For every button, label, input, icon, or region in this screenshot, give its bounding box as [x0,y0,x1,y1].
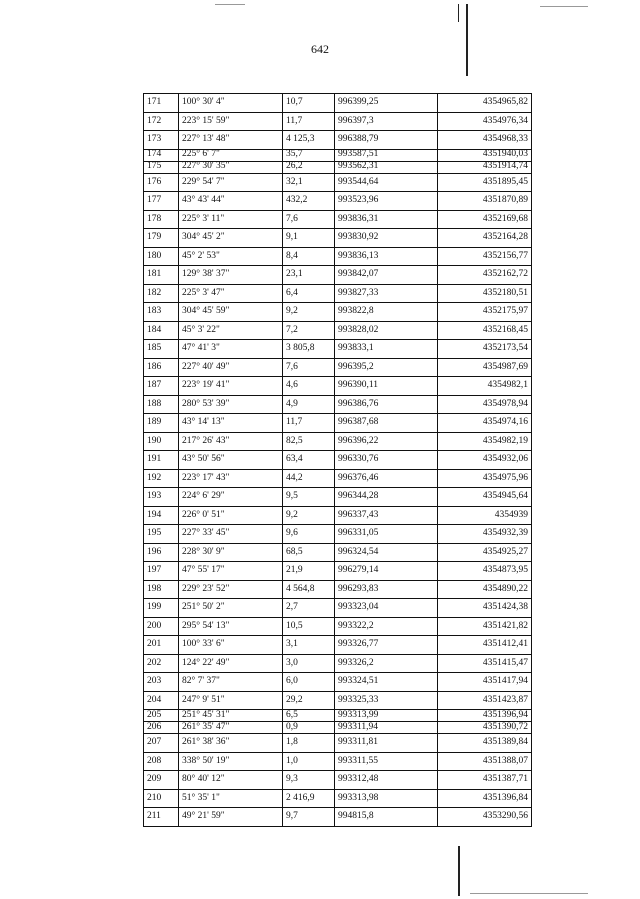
table-row [144,321,532,340]
distance-cell: 10,5 [283,617,335,636]
bearing-angle-cell: 82° 7' 37" [179,673,283,692]
bearing-angle-cell: 80° 40' 12" [179,771,283,790]
coordinate-x-cell: 996396,22 [335,432,438,451]
point-number-cell: 179 [144,229,179,248]
coordinate-x-cell: 993827,33 [335,284,438,303]
point-number-cell: 196 [144,543,179,562]
bearing-angle-cell: 229° 23' 52" [179,580,283,599]
distance-cell: 63,4 [283,451,335,470]
coordinate-y-cell: 4351396,94 [438,710,532,722]
coordinate-y-cell: 4354965,82 [438,94,532,113]
coordinate-x-cell: 996395,2 [335,358,438,377]
coordinate-x-cell: 993326,77 [335,636,438,655]
bearing-angle-cell: 261° 38' 36" [179,734,283,753]
coordinate-x-cell: 993562,31 [335,161,438,173]
table-row [144,192,532,211]
point-number-cell: 194 [144,506,179,525]
distance-cell: 9,5 [283,488,335,507]
point-number-cell: 173 [144,131,179,150]
point-number-cell: 204 [144,691,179,710]
bearing-angle-cell: 217° 26' 43" [179,432,283,451]
point-number-cell: 189 [144,414,179,433]
coordinate-y-cell: 4353290,56 [438,808,532,827]
point-number-cell: 182 [144,284,179,303]
table-row [144,488,532,507]
coordinate-x-cell: 993830,92 [335,229,438,248]
distance-cell: 432,2 [283,192,335,211]
distance-cell: 9,7 [283,808,335,827]
coordinate-y-cell: 4352156,77 [438,247,532,266]
point-number-cell: 174 [144,149,179,161]
point-number-cell: 206 [144,722,179,734]
bearing-angle-cell: 225° 3' 47" [179,284,283,303]
coordinate-y-cell: 4354939 [438,506,532,525]
coordinate-x-cell: 996324,54 [335,543,438,562]
distance-cell: 8,4 [283,247,335,266]
coordinate-y-cell: 4351417,94 [438,673,532,692]
distance-cell: 2 416,9 [283,789,335,808]
table-row [144,599,532,618]
distance-cell: 6,5 [283,710,335,722]
bearing-angle-cell: 223° 17' 43" [179,469,283,488]
bearing-angle-cell: 338° 50' 19" [179,752,283,771]
point-number-cell: 203 [144,673,179,692]
bearing-angle-cell: 227° 30' 35" [179,161,283,173]
point-number-cell: 185 [144,340,179,359]
coordinate-x-cell: 994815,8 [335,808,438,827]
scan-margin-line-bottom [458,846,460,896]
coordinate-y-cell: 4354987,69 [438,358,532,377]
scan-margin-line-top [466,4,468,76]
distance-cell: 32,1 [283,173,335,192]
table-row [144,131,532,150]
table-row [144,229,532,248]
table-row [144,358,532,377]
bearing-angle-cell: 43° 14' 13" [179,414,283,433]
distance-cell: 11,7 [283,112,335,131]
coordinate-y-cell: 4351914,74 [438,161,532,173]
bearing-angle-cell: 43° 43' 44" [179,192,283,211]
coordinate-x-cell: 996397,3 [335,112,438,131]
bearing-angle-cell: 226° 0' 51" [179,506,283,525]
distance-cell: 82,5 [283,432,335,451]
distance-cell: 3,0 [283,654,335,673]
coordinate-x-cell: 996376,46 [335,469,438,488]
coordinate-y-cell: 4354932,06 [438,451,532,470]
coordinate-y-cell: 4352168,45 [438,321,532,340]
coordinate-y-cell: 4351421,82 [438,617,532,636]
coordinate-x-cell: 993833,1 [335,340,438,359]
distance-cell: 7,6 [283,210,335,229]
table-row [144,789,532,808]
scan-margin-line-top-short [458,4,459,22]
coordinate-y-cell: 4354978,94 [438,395,532,414]
coordinate-y-cell: 4351396,84 [438,789,532,808]
distance-cell: 7,6 [283,358,335,377]
coordinate-x-cell: 996337,43 [335,506,438,525]
distance-cell: 4,9 [283,395,335,414]
distance-cell: 6,0 [283,673,335,692]
coordinate-y-cell: 4352173,54 [438,340,532,359]
distance-cell: 29,2 [283,691,335,710]
coordinate-y-cell: 4354925,27 [438,543,532,562]
coordinate-x-cell: 993326,2 [335,654,438,673]
coordinate-y-cell: 4351870,89 [438,192,532,211]
scan-speck-top-right [540,6,588,7]
coordinate-y-cell: 4351390,72 [438,722,532,734]
distance-cell: 2,7 [283,599,335,618]
table-row [144,414,532,433]
coordinate-x-cell: 993313,99 [335,710,438,722]
point-number-cell: 207 [144,734,179,753]
point-number-cell: 171 [144,94,179,113]
scan-speck-top-left [215,4,245,5]
coordinate-y-cell: 4354982,1 [438,377,532,396]
point-number-cell: 193 [144,488,179,507]
point-number-cell: 175 [144,161,179,173]
table-row [144,808,532,827]
bearing-angle-cell: 100° 30' 4" [179,94,283,113]
distance-cell: 3,1 [283,636,335,655]
coordinates-table [143,93,532,827]
table-row [144,266,532,285]
table-row [144,173,532,192]
coordinate-x-cell: 993587,51 [335,149,438,161]
table-row [144,691,532,710]
coordinate-x-cell: 996390,11 [335,377,438,396]
table-row [144,303,532,322]
distance-cell: 9,6 [283,525,335,544]
bearing-angle-cell: 45° 3' 22" [179,321,283,340]
point-number-cell: 176 [144,173,179,192]
point-number-cell: 211 [144,808,179,827]
table-row [144,617,532,636]
coordinate-y-cell: 4351424,38 [438,599,532,618]
table-row [144,710,532,722]
bearing-angle-cell: 47° 55' 17" [179,562,283,581]
distance-cell: 0,9 [283,722,335,734]
coordinate-y-cell: 4354890,22 [438,580,532,599]
bearing-angle-cell: 223° 19' 41" [179,377,283,396]
point-number-cell: 200 [144,617,179,636]
coordinate-x-cell: 996330,76 [335,451,438,470]
table-row [144,247,532,266]
distance-cell: 9,2 [283,303,335,322]
point-number-cell: 187 [144,377,179,396]
coordinate-y-cell: 4354975,96 [438,469,532,488]
table-row [144,543,532,562]
table-row [144,161,532,173]
point-number-cell: 178 [144,210,179,229]
table-row [144,377,532,396]
coordinate-x-cell: 993311,81 [335,734,438,753]
coordinate-y-cell: 4354982,19 [438,432,532,451]
table-row [144,284,532,303]
point-number-cell: 186 [144,358,179,377]
distance-cell: 4 564,8 [283,580,335,599]
point-number-cell: 177 [144,192,179,211]
distance-cell: 3 805,8 [283,340,335,359]
bearing-angle-cell: 225° 6' 7" [179,149,283,161]
point-number-cell: 201 [144,636,179,655]
coordinate-y-cell: 4351423,87 [438,691,532,710]
bearing-angle-cell: 47° 41' 3" [179,340,283,359]
scan-speck-bottom [470,893,588,894]
distance-cell: 44,2 [283,469,335,488]
table-row [144,771,532,790]
distance-cell: 9,1 [283,229,335,248]
coordinate-y-cell: 4351940,03 [438,149,532,161]
table-row [144,562,532,581]
bearing-angle-cell: 227° 40' 49" [179,358,283,377]
coordinate-y-cell: 4351388,07 [438,752,532,771]
coordinate-x-cell: 996331,05 [335,525,438,544]
coordinate-y-cell: 4354873,95 [438,562,532,581]
coordinate-x-cell: 993836,13 [335,247,438,266]
coordinate-x-cell: 993842,07 [335,266,438,285]
distance-cell: 4,6 [283,377,335,396]
bearing-angle-cell: 225° 3' 11" [179,210,283,229]
bearing-angle-cell: 124° 22' 49" [179,654,283,673]
distance-cell: 23,1 [283,266,335,285]
table-row [144,752,532,771]
point-number-cell: 202 [144,654,179,673]
bearing-angle-cell: 45° 2' 53" [179,247,283,266]
point-number-cell: 199 [144,599,179,618]
coordinate-x-cell: 993311,94 [335,722,438,734]
table-row [144,525,532,544]
table-row [144,210,532,229]
distance-cell: 10,7 [283,94,335,113]
table-row [144,340,532,359]
table-row [144,673,532,692]
coordinate-y-cell: 4352162,72 [438,266,532,285]
bearing-angle-cell: 224° 6' 29" [179,488,283,507]
coordinate-x-cell: 993822,8 [335,303,438,322]
coordinate-x-cell: 996293,83 [335,580,438,599]
distance-cell: 68,5 [283,543,335,562]
coordinate-y-cell: 4354968,33 [438,131,532,150]
distance-cell: 21,9 [283,562,335,581]
bearing-angle-cell: 304° 45' 2" [179,229,283,248]
table-row [144,636,532,655]
coordinate-x-cell: 996388,79 [335,131,438,150]
distance-cell: 26,2 [283,161,335,173]
bearing-angle-cell: 261° 35' 47" [179,722,283,734]
coordinate-x-cell: 996387,68 [335,414,438,433]
point-number-cell: 180 [144,247,179,266]
coordinate-y-cell: 4354976,34 [438,112,532,131]
coordinate-x-cell: 993311,55 [335,752,438,771]
coordinate-y-cell: 4354945,64 [438,488,532,507]
coordinate-y-cell: 4351412,41 [438,636,532,655]
page-number: 642 [311,42,329,56]
bearing-angle-cell: 100° 33' 6" [179,636,283,655]
coordinate-x-cell: 993323,04 [335,599,438,618]
point-number-cell: 195 [144,525,179,544]
table-row [144,654,532,673]
coordinate-y-cell: 4351895,45 [438,173,532,192]
bearing-angle-cell: 304° 45' 59" [179,303,283,322]
point-number-cell: 188 [144,395,179,414]
distance-cell: 9,2 [283,506,335,525]
distance-cell: 11,7 [283,414,335,433]
coordinate-x-cell: 993312,48 [335,771,438,790]
bearing-angle-cell: 229° 54' 7" [179,173,283,192]
coordinate-y-cell: 4351415,47 [438,654,532,673]
point-number-cell: 191 [144,451,179,470]
coordinate-x-cell: 993313,98 [335,789,438,808]
coordinate-x-cell: 993828,02 [335,321,438,340]
bearing-angle-cell: 251° 45' 31" [179,710,283,722]
coordinate-y-cell: 4354932,39 [438,525,532,544]
coordinate-x-cell: 993544,64 [335,173,438,192]
distance-cell: 35,7 [283,149,335,161]
bearing-angle-cell: 251° 50' 2" [179,599,283,618]
distance-cell: 9,3 [283,771,335,790]
distance-cell: 4 125,3 [283,131,335,150]
coordinate-y-cell: 4352175,97 [438,303,532,322]
bearing-angle-cell: 280° 53' 39" [179,395,283,414]
point-number-cell: 190 [144,432,179,451]
bearing-angle-cell: 43° 50' 56" [179,451,283,470]
point-number-cell: 183 [144,303,179,322]
coordinate-x-cell: 993836,31 [335,210,438,229]
bearing-angle-cell: 295° 54' 13" [179,617,283,636]
coordinate-y-cell: 4352169,68 [438,210,532,229]
bearing-angle-cell: 51° 35' 1" [179,789,283,808]
bearing-angle-cell: 228° 30' 9" [179,543,283,562]
table-row [144,506,532,525]
bearing-angle-cell: 227° 33' 45" [179,525,283,544]
table-row [144,734,532,753]
point-number-cell: 205 [144,710,179,722]
point-number-cell: 198 [144,580,179,599]
table-row [144,722,532,734]
coordinate-y-cell: 4352180,51 [438,284,532,303]
table-row [144,469,532,488]
point-number-cell: 197 [144,562,179,581]
distance-cell: 6,4 [283,284,335,303]
coordinate-x-cell: 993325,33 [335,691,438,710]
bearing-angle-cell: 227° 13' 48" [179,131,283,150]
coordinate-x-cell: 996399,25 [335,94,438,113]
table-row [144,432,532,451]
distance-cell: 1,0 [283,752,335,771]
distance-cell: 7,2 [283,321,335,340]
table-row [144,112,532,131]
bearing-angle-cell: 247° 9' 51" [179,691,283,710]
coordinate-y-cell: 4352164,28 [438,229,532,248]
point-number-cell: 172 [144,112,179,131]
point-number-cell: 208 [144,752,179,771]
coordinate-x-cell: 996279,14 [335,562,438,581]
table-row [144,580,532,599]
coordinate-x-cell: 996344,28 [335,488,438,507]
table-row [144,94,532,113]
point-number-cell: 184 [144,321,179,340]
bearing-angle-cell: 223° 15' 59" [179,112,283,131]
bearing-angle-cell: 49° 21' 59" [179,808,283,827]
coordinate-y-cell: 4351389,84 [438,734,532,753]
coordinate-y-cell: 4351387,71 [438,771,532,790]
table-row [144,149,532,161]
distance-cell: 1,8 [283,734,335,753]
coordinate-x-cell: 993322,2 [335,617,438,636]
coordinate-y-cell: 4354974,16 [438,414,532,433]
table-row [144,451,532,470]
point-number-cell: 181 [144,266,179,285]
point-number-cell: 209 [144,771,179,790]
coordinate-x-cell: 993523,96 [335,192,438,211]
coordinate-x-cell: 996386,76 [335,395,438,414]
table-row [144,395,532,414]
coordinates-table-body [144,94,532,827]
coordinate-x-cell: 993324,51 [335,673,438,692]
point-number-cell: 210 [144,789,179,808]
point-number-cell: 192 [144,469,179,488]
bearing-angle-cell: 129° 38' 37" [179,266,283,285]
